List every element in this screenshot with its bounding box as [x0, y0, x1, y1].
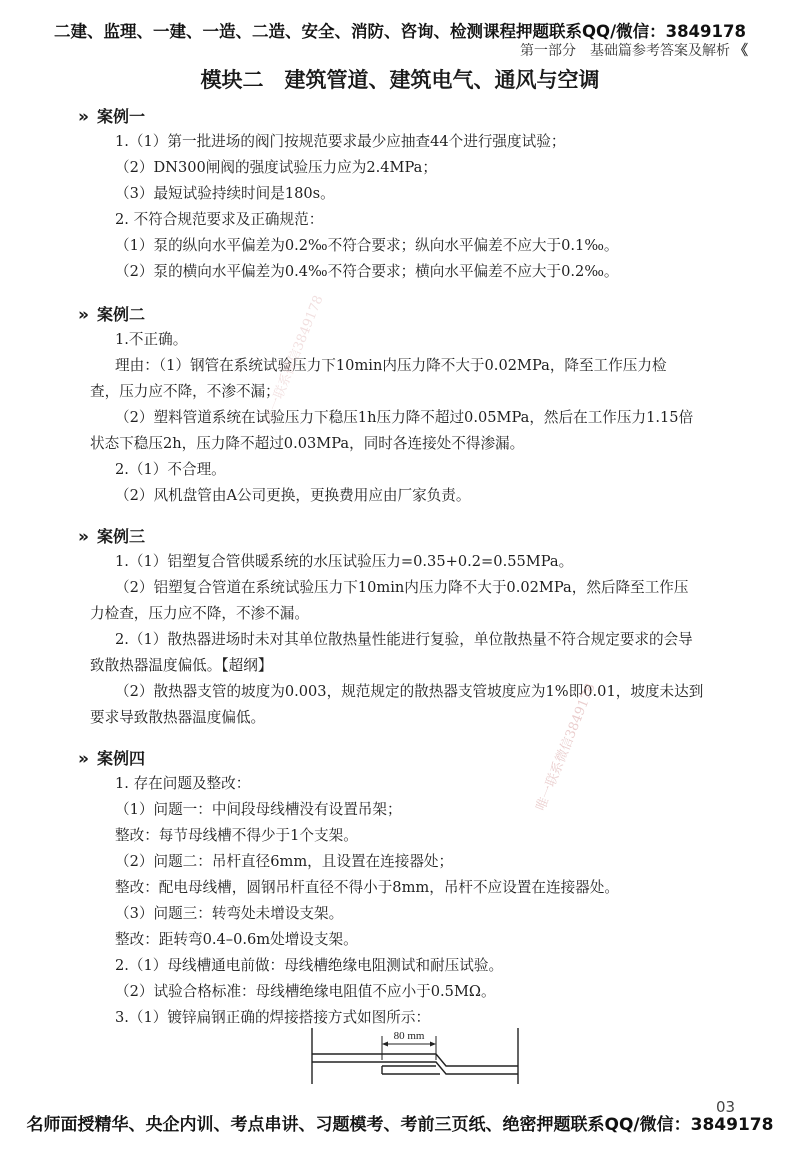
case-4-line: （2）问题二：吊杆直径6mm，且设置在连接器处； — [115, 853, 454, 870]
case-3-line: （2）铝塑复合管道在系统试验压力下10min内压力降不大于0.02MPa，然后降至工作压 — [115, 579, 689, 596]
double-arrow-icon: » — [78, 749, 89, 769]
case-4-line: 3.（1）镀锌扁钢正确的焊接搭接方式如图所示： — [115, 1009, 431, 1026]
case-2-line: 理由：（1）钢管在系统试验压力下10min内压力降不大于0.02MPa，降至工作压力检 — [115, 357, 667, 374]
case-4-line: （2）试验合格标准：母线槽绝缘电阻值不应小于0.5MΩ。 — [115, 983, 496, 1000]
watermark: 唯一联系微信3849178 — [533, 681, 599, 814]
module-title: 模块二 建筑管道、建筑电气、通风与空调 — [200, 68, 600, 92]
case-2-line: （2）塑料管道系统在试验压力下稳压1h压力降不超过0.05MPa，然后在工作压力1.15倍 — [115, 409, 694, 426]
case-2-line: 1.不正确。 — [115, 331, 188, 348]
case-3-title: » 案例三 — [78, 527, 145, 547]
case-1-line: （3）最短试验持续时间是180s。 — [115, 185, 335, 202]
case-1-line: 2. 不符合规范要求及正确规范： — [115, 211, 324, 228]
case-1-title: » 案例一 — [78, 107, 145, 127]
case-1-line: 1.（1）第一批进场的阀门按规范要求最少应抽查44个进行强度试验； — [115, 133, 566, 150]
double-arrow-icon: » — [78, 305, 89, 325]
dimension-label: 80 mm — [393, 1030, 425, 1042]
case-3-line: 致散热器温度偏低。【超纲】 — [90, 657, 273, 674]
case-3-line: （2）散热器支管的坡度为0.003，规范规定的散热器支管坡度应为1%即0.01，坡度未达到 — [115, 683, 704, 700]
case-3-line: 2.（1）散热器进场时未对其单位散热量性能进行复验，单位散热量不符合规定要求的会导 — [115, 631, 693, 648]
case-4-line: 整改：距转弯0.4–0.6m处增设支架。 — [115, 931, 358, 948]
case-2-title: » 案例二 — [78, 305, 145, 325]
case-4-line: 整改：每节母线槽不得少于1个支架。 — [115, 827, 358, 844]
watermark: 唯一联系微信3849178 — [261, 293, 327, 426]
promo-banner-top: 二建、监理、一建、一造、二造、安全、消防、咨询、检测课程押题联系QQ/微信：3849178 — [54, 22, 746, 41]
lower-flat-steel — [382, 1066, 440, 1074]
case-4-title: » 案例四 — [78, 749, 145, 769]
double-arrow-icon: » — [78, 527, 89, 547]
page-number: 03 — [716, 1098, 736, 1116]
case-2-line: 2.（1）不合理。 — [115, 461, 226, 478]
section-header — [520, 40, 748, 60]
double-arrow-icon: » — [78, 107, 89, 127]
case-4-line: 整改：配电母线槽，圆钢吊杆直径不得小于8mm，吊杆不应设置在连接器处。 — [115, 879, 619, 896]
case-3-line: 要求导致散热器温度偏低。 — [90, 709, 266, 726]
dimension-arrow-right — [430, 1042, 436, 1047]
section-header-text: 第一部分 基础篇参考答案及解析 — [520, 43, 730, 59]
weld-lap-figure — [300, 1026, 530, 1088]
case-1-line: （2）DN300闸阀的强度试验压力应为2.4MPa； — [115, 159, 437, 176]
section-mark-icon: 《 — [734, 43, 748, 59]
case-4-line: 1. 存在问题及整改： — [115, 775, 251, 792]
dimension-arrow-left — [382, 1042, 388, 1047]
promo-banner-bottom: 名师面授精华、央企内训、考点串讲、习题模考、考前三页纸、绝密押题联系QQ/微信：3849178 — [26, 1115, 774, 1135]
case-4-line: （3）问题三：转弯处未增设支架。 — [115, 905, 344, 922]
case-2-line: 状态下稳压2h，压力降不超过0.03MPa，同时各连接处不得渗漏。 — [90, 435, 525, 452]
case-3-line: 力检查，压力应不降，不渗不漏。 — [90, 605, 309, 622]
case-1-line: （2）泵的横向水平偏差为0.4‰不符合要求；横向水平偏差不应大于0.2‰。 — [115, 263, 619, 280]
upper-flat-steel-top — [312, 1054, 518, 1066]
case-4-line: （1）问题一：中间段母线槽没有设置吊架； — [115, 801, 402, 818]
case-3-line: 1.（1）铝塑复合管供暖系统的水压试验压力=0.35+0.2=0.55MPa。 — [115, 553, 574, 570]
case-2-line: 查，压力应不降，不渗不漏； — [90, 383, 280, 400]
upper-flat-steel-bottom — [312, 1062, 518, 1074]
case-1-line: （1）泵的纵向水平偏差为0.2‰不符合要求；纵向水平偏差不应大于0.1‰。 — [115, 237, 619, 254]
case-2-line: （2）风机盘管由A公司更换，更换费用应由厂家负责。 — [115, 487, 471, 504]
case-4-line: 2.（1）母线槽通电前做：母线槽绝缘电阻测试和耐压试验。 — [115, 957, 504, 974]
